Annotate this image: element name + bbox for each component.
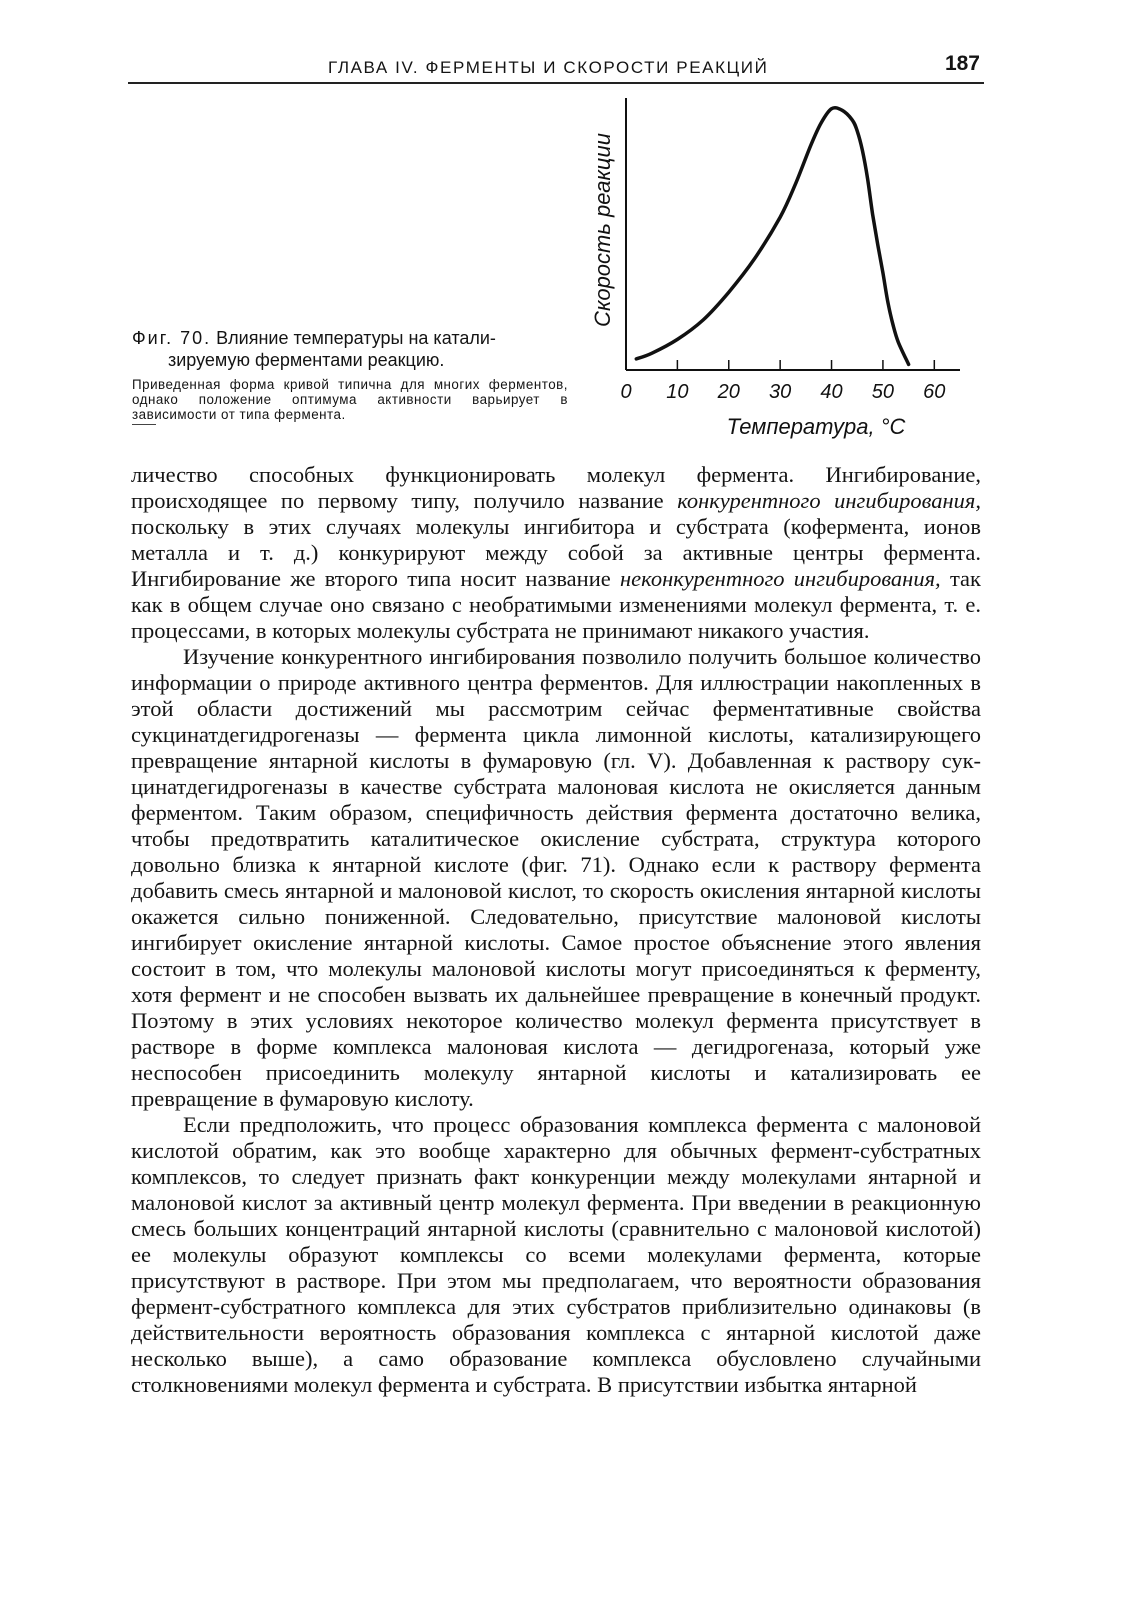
x-tick-label: 40 xyxy=(820,381,843,403)
x-tick-label: 50 xyxy=(871,381,895,403)
italic-term: конкурентного ингибирования, xyxy=(677,488,982,513)
figure-label: Фиг. 70. xyxy=(132,328,212,348)
italic-term: неконкурентного ингибирования, xyxy=(620,566,941,591)
figure-note: Приведенная форма кривой типична для многих ферментов, однако положение оптимума активности варьирует в зависимости от типа фермента. xyxy=(132,377,568,422)
temperature-rate-chart xyxy=(580,92,970,444)
page-number: 187 xyxy=(944,52,980,75)
x-tick-label: 0 xyxy=(620,381,632,403)
body-paragraph xyxy=(131,1112,981,1398)
x-tick-label: 60 xyxy=(923,381,946,403)
figure-title-line1: Влияние температуры на катали- xyxy=(216,328,496,348)
running-header xyxy=(128,52,984,84)
x-tick-label: 10 xyxy=(666,381,689,403)
figure-title-line2: зируемую ферментами реакцию. xyxy=(168,350,445,370)
body-paragraph xyxy=(131,462,981,644)
body-paragraph xyxy=(131,644,981,1112)
figure-caption xyxy=(132,327,568,425)
caption-end-mark xyxy=(132,424,156,425)
text-run: Если предположить, что процесс образования комплекса фермента с малоновой кислотой обратим, как это вообще характерно для обычных фермент-субстратных комплексов, то следует признать факт конкуренции между молекулами янтарной и малоновой кислот за активный центр молекул фермента. При введении в реакционную смесь больших концентраций янтарной кислоты (сравнительно с малоновой кислотой) ее молекулы образуют комплексы со всеми молекулами фермента, которые присутствуют в растворе. При этом мы предполагаем, что вероятности образования фермент-субстратного комплекса для этих субстратов приблизительно одинаковы (в действительности вероятность образования комплекса с янтарной кислотой даже несколько выше), а само образование комплекса обусловлено случайными столкновениями молекул фермента и субстрата. В присутствии избытка янтарной xyxy=(131,1112,981,1397)
x-tick-label: 20 xyxy=(717,381,740,403)
y-axis-label: Скорость реакции xyxy=(590,133,615,327)
chapter-title: ГЛАВА IV. ФЕРМЕНТЫ И СКОРОСТИ РЕАКЦИЙ xyxy=(328,58,769,77)
text-run: поскольку в этих случаях молекулы ингибитора и субстрата (кофермента, ионов металла и т. д.) конкурируют между собой за активные центры фермента. Ингибирование же второго типа носит название xyxy=(131,514,981,591)
x-axis-label: Температура, °С xyxy=(726,414,906,439)
body-text xyxy=(131,462,981,1398)
rate-curve xyxy=(636,108,908,365)
text-run: так как в общем случае оно связано с необратимыми изменениями молекул фермента, т. е. процессами, в которых молекулы субстрата не принимают никакого участия. xyxy=(131,566,981,643)
x-tick-label: 30 xyxy=(769,381,792,403)
text-run: личество способных функционировать молекул фермента. Ингибирование, происходящее по первому типу, получило название xyxy=(131,462,981,513)
text-run: Изучение конкурентного ингибирования позволило получить большое количество информации о природе активного центра ферментов. Для иллюстрации накопленных в этой области достижений мы рассмотрим сейчас ферментативные свойства сукцинатдегидрогеназы — фермента цикла лимонной кислоты, катализирующего превращение янтарной кислоты в фумаровую (гл. V). Добавленная к раствору сукцинатдегидрогеназы в качестве субстрата малоновая кислота не окисляется данным ферментом. Таким образом, специфичность действия фермента достаточно велика, чтобы предотвратить каталитическое окисление субстрата, структура которого довольно близка к янтарной кислоте (фиг. 71). Однако если к раствору фермента добавить смесь янтарной и малоновой кислот, то скорость окисления янтарной кислоты окажется сильно пониженной. Следовательно, присутствие малоновой кислоты ингибирует окисление янтарной кислоты. Самое простое объяснение этого явления состоит в том, что молекулы малоновой кислоты могут присоединяться к ферменту, хотя фермент и не способен вызвать их дальнейшее превращение в конечный продукт. Поэтому в этих условиях некоторое количество молекул фермента присутствует в растворе в форме комплекса малоновая кислота — дегидрогеназа, который уже неспособен присоединить молекулу янтарной кислоты и катализировать ее превращение в фумаровую кислоту. xyxy=(131,644,981,1111)
